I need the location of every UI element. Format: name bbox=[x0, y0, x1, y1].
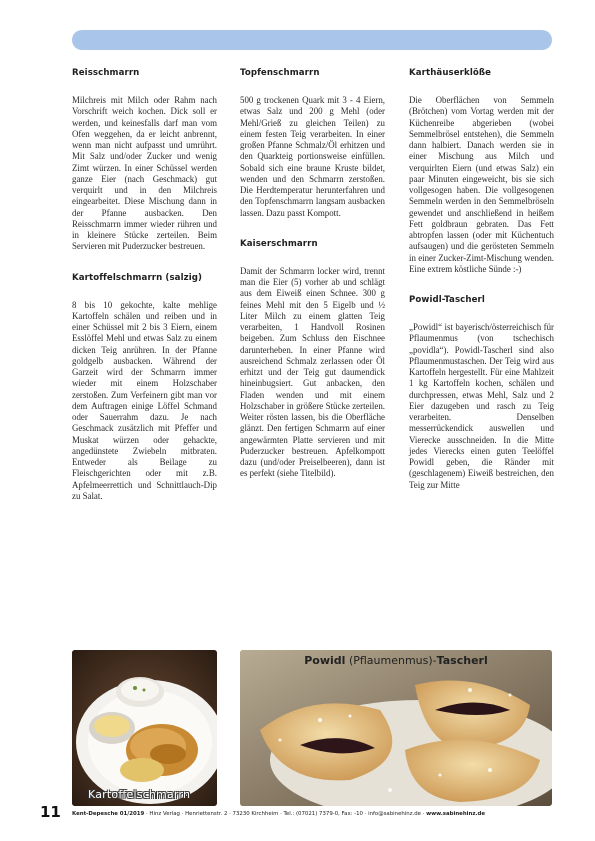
section-body-topfenschmarrn: 500 g trockenen Quark mit 3 - 4 Eiern, etwas Salz und 200 g Mehl (oder Mehl/Grieß zu gleichen Teilen) zu einem festen Teig verarbeiten. In einer großen Pfanne Schmalz/Öl erhitzen und den Quarkteig portionsweise einfüllen. Sobald sich eine braune Kruste bildet, wenden und den Schmarrn zerstoßen. Die Herdtemperatur herunterfahren und den Topfenschmarrn langsam ausbacken lassen. Dazu passt Kompott. bbox=[240, 95, 385, 218]
section-title-karthaeuserkloesse: Karthäuserklöße bbox=[409, 68, 492, 78]
photo-kartoffelschmarrn bbox=[72, 650, 217, 806]
section-body-reisschmarrn: Milchreis mit Milch oder Rahm nach Vorschrift weich kochen. Dick soll er werden, und keinesfalls darf man vom Ofen weggehen, da er leicht anbrennt, wenn man nicht aufpasst und umrührt. Mit Salz und/oder Zucker und wenig Zimt würzen. In einer Schüssel werden ganze Eier (nach Geschmack) gut verquirlt und in den Milchreis eingearbeitet. Diese Mischung dann in der Pfanne ausbacken. Den Reisschmarrn immer wieder rühren und in kleinere Stücke zerteilen. Beim Servieren mit Puderzucker bestreuen. bbox=[72, 95, 217, 252]
section-body-powidl-tascherl: „Powidl“ ist bayerisch/österreichisch für Pflaumenmus (von tschechisch „povidla“). Powidl-Tascherl sind also Pflaumenmustaschen. Der Teig wird aus Kartoffeln hergestellt. Für eine Mahlzeit 1 kg Kartoffeln kochen, schälen und durchpressen, etwas Mehl, Salz und 2 Eier dazugeben und rasch zu Teig verarbeiten. Denselben messerrückendick auswellen und Vierecke ausschneiden. In die Mitte jedes Vierecks einen guten Teelöffel Powidl geben, die Ränder mit (geschlagenem) Eiweiß bestreichen, den Teig zur Mitte bbox=[409, 322, 554, 490]
section-title-powidl-tascherl: Powidl-Tascherl bbox=[409, 295, 485, 305]
section-title-kaiserschmarrn: Kaiserschmarrn bbox=[240, 238, 318, 249]
footer-issue: Kent-Depesche 01/2019 bbox=[72, 811, 145, 817]
footer-website-link[interactable]: www.sabinehinz.de bbox=[426, 811, 486, 817]
photo-kartoffelschmarrn-illustration bbox=[72, 650, 217, 806]
column-middle bbox=[240, 68, 385, 480]
section-body-kartoffelschmarrn: 8 bis 10 gekochte, kalte mehlige Kartoffeln schälen und reiben und in einer Schüssel mit 2 bis 3 Eiern, einem Esslöffel Mehl und etwas Salz zu einem dicken Teig anrühren. In der Pfanne goldgelb ausbacken. Während der Garzeit wird der Schmarrn immer wieder mit einem Holzschaber zerstoßen. Zum Verfeinern gibt man vor dem Auftragen einige Löffel Schmand oder Sauerrahm dazu. Je nach Geschmack zusätzlich mit Pfeffer und Muskat würzen oder gehackte, angedünstete Zwiebeln mitbraten. Entweder als Beilage zu Fleischgerichten oder mit z.B. Apfelmeerrettich und Schnittlauch-Dip zu Salat. bbox=[72, 299, 217, 501]
photo-powidl-tascherl bbox=[240, 650, 552, 806]
column-right bbox=[409, 68, 554, 491]
footer-publisher: · Hinz Verlag · Henriettenstr. 2 · 73230 Kirchheim · Tel.: (07021) 7379-0, Fax: -10 · info@sabinehinz.de · bbox=[144, 811, 427, 817]
footer-line bbox=[72, 811, 552, 817]
photo-powidl-tascherl-illustration bbox=[240, 650, 552, 806]
section-body-karthaeuserkloesse: Die Oberflächen von Semmeln (Brötchen) vom Vortag werden mit der Küchenreibe abgerieben (wobei Semmelbrösel entstehen), die Semmeln dann halbiert. Danach werden sie in einer Mischung aus Milch und verquirlten Eiern (und etwas Salz) ein paar Minuten eingeweicht, bis sie sich vollgesogen haben. Die vollgesogenen Semmeln werden in den Semmelbröseln gewendet und anschließend in heißem Fett goldbraun gebraten. Das Fett abtropfen lassen (oder mit Küchentuch aufsaugen) und die gerösteten Semmeln in einer Zucker-Zimt-Mischung wenden. Eine extrem köstliche Sünde :-) bbox=[409, 95, 554, 274]
photo-caption-tascherl: Tascherl bbox=[436, 654, 488, 667]
photo-caption-pflaumenmus: (Pflaumenmus)- bbox=[345, 654, 437, 667]
page-number: 11 bbox=[40, 803, 61, 821]
photo-caption-kartoffelschmarrn: Kartoffelschmarrn bbox=[88, 788, 191, 801]
section-body-kaiserschmarrn: Damit der Schmarrn locker wird, trennt man die Eier (5) vorher ab und schlägt aus dem Eiweiß einen Schnee. 300 g feines Mehl mit den 5 Eigelb und ½ Liter Milch zu einem glatten Teig verarbeiten, 1 Handvoll Rosinen beigeben. Zum Schluss den Eischnee darunterheben. In einer Pfanne wird ausreichend Schmalz zerlassen oder Öl erhitzt und der Teig gut daumendick hineinbugsiert. Gut anbacken, den Fladen wenden und mit einem Holzschaber in größere Stücke zerteilen. Weiter rösten lassen, bis die Oberfläche glänzt. Den fertigen Schmarrn auf einer angewärmten Platte servieren und mit Puderzucker bestreuen. Apfelkompott dazu (und/oder Preiselbeeren), dann ist es perfekt (siehe Titelbild). bbox=[240, 265, 385, 479]
photo-caption-powidl: Powidl bbox=[304, 654, 346, 667]
photo-caption-powidl-tascherl bbox=[240, 654, 552, 667]
section-title-kartoffelschmarrn: Kartoffelschmarrn (salzig) bbox=[72, 272, 203, 283]
header-bar bbox=[72, 30, 552, 50]
column-left bbox=[72, 68, 217, 502]
section-title-reisschmarrn: Reisschmarrn bbox=[72, 68, 140, 78]
section-title-topfenschmarrn: Topfenschmarrn bbox=[240, 68, 320, 78]
